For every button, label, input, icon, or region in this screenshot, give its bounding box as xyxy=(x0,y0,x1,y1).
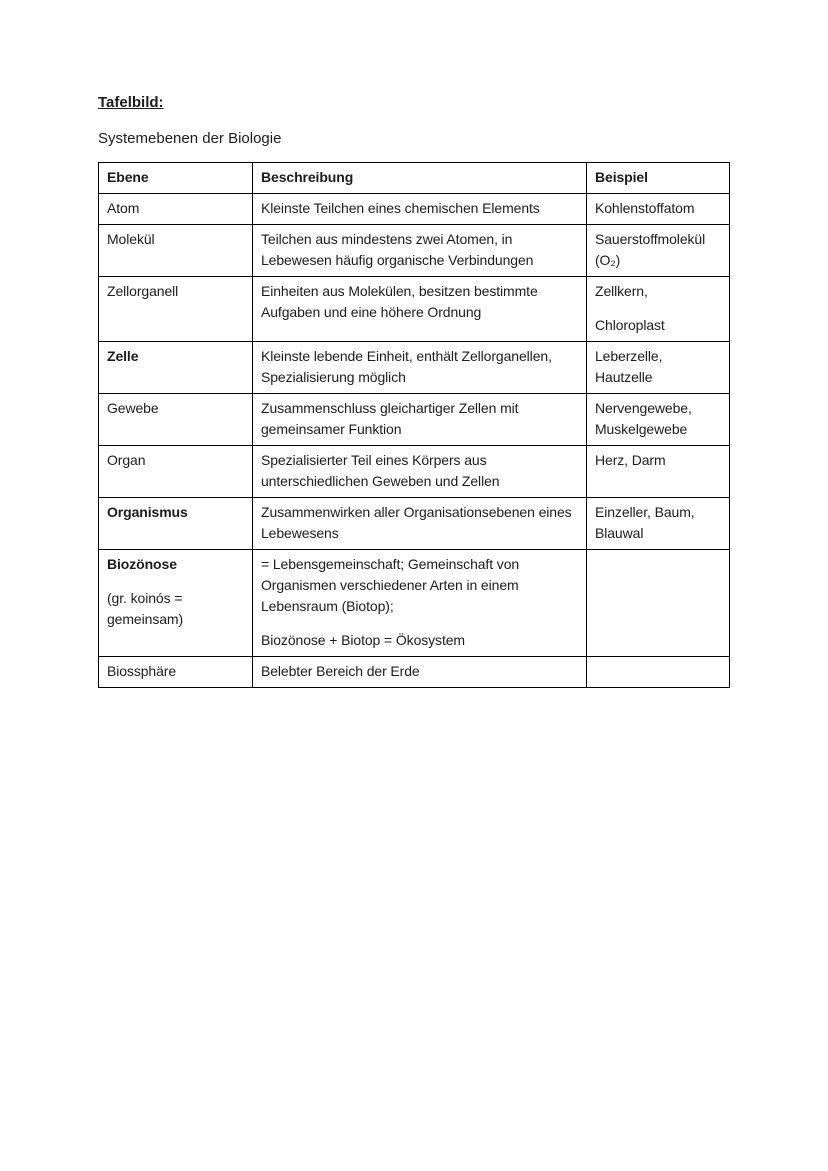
line: unterschiedlichen Geweben und Zellen xyxy=(261,473,500,489)
line: Sauerstoffmolekül xyxy=(595,231,706,247)
header-beispiel: Beispiel xyxy=(587,163,730,194)
line: Zelle xyxy=(107,348,139,364)
line: Organismus xyxy=(107,504,188,520)
table-row-gewebe xyxy=(99,394,730,446)
line: Aufgaben und eine höhere Ordnung xyxy=(261,304,482,320)
cell-beispiel xyxy=(587,342,730,394)
table-body xyxy=(99,194,730,688)
line: Zusammenwirken aller Organisationsebenen eines xyxy=(261,504,572,520)
page-subtitle: Systemebenen der Biologie xyxy=(98,130,282,147)
table-row-biozoenose xyxy=(99,550,730,657)
line: Organismen verschiedener Arten in einem xyxy=(261,577,519,593)
cell-ebene xyxy=(99,277,253,342)
table-row-molekuel xyxy=(99,225,730,277)
line: Hautzelle xyxy=(595,369,653,385)
line: Gewebe xyxy=(107,400,159,416)
table-row-atom xyxy=(99,194,730,225)
table-row-organismus xyxy=(99,498,730,550)
header-row xyxy=(99,163,730,194)
line: Organ xyxy=(107,452,146,468)
cell-beschreibung xyxy=(253,446,587,498)
cell-beispiel xyxy=(587,498,730,550)
line: Einheiten aus Molekülen, besitzen bestimmte xyxy=(261,283,538,299)
cell-ebene xyxy=(99,498,253,550)
line: = Lebensgemeinschaft; Gemeinschaft von xyxy=(261,556,520,572)
line: Muskelgewebe xyxy=(595,421,688,437)
cell-beschreibung xyxy=(253,194,587,225)
cell-beispiel xyxy=(587,657,730,688)
table-header xyxy=(99,163,730,194)
cell-ebene xyxy=(99,194,253,225)
table-row-organ xyxy=(99,446,730,498)
line: Spezialisierung möglich xyxy=(261,369,406,385)
cell-ebene xyxy=(99,342,253,394)
table-row-biossphaere xyxy=(99,657,730,688)
line: Nervengewebe, xyxy=(595,400,692,416)
cell-beispiel xyxy=(587,225,730,277)
cell-ebene xyxy=(99,394,253,446)
line: Spezialisierter Teil eines Körpers aus xyxy=(261,452,487,468)
line: Biozönose xyxy=(107,556,177,572)
page-title: Tafelbild: xyxy=(98,94,164,111)
cell-beschreibung xyxy=(253,277,587,342)
line: Herz, Darm xyxy=(595,452,666,468)
line: (gr. koinós = xyxy=(107,590,183,606)
line: Molekül xyxy=(107,231,155,247)
line: Lebewesen häufig organische Verbindungen xyxy=(261,252,534,268)
line: Kohlenstoffatom xyxy=(595,200,695,216)
header-beschreibung: Beschreibung xyxy=(253,163,587,194)
header-ebene: Ebene xyxy=(99,163,253,194)
line: Blauwal xyxy=(595,525,644,541)
line: (O₂) xyxy=(595,252,621,268)
cell-ebene xyxy=(99,446,253,498)
cell-beispiel xyxy=(587,194,730,225)
line: Zellorganell xyxy=(107,283,179,299)
cell-ebene xyxy=(99,225,253,277)
cell-beispiel xyxy=(587,394,730,446)
line: Belebter Bereich der Erde xyxy=(261,663,420,679)
cell-beschreibung xyxy=(253,342,587,394)
line: Kleinste Teilchen eines chemischen Elements xyxy=(261,200,540,216)
line: Lebensraum (Biotop); xyxy=(261,598,394,614)
table-row-zelle xyxy=(99,342,730,394)
cell-beschreibung xyxy=(253,550,587,657)
line: Zusammenschluss gleichartiger Zellen mit xyxy=(261,400,519,416)
line: Chloroplast xyxy=(595,317,665,333)
line: gemeinsamer Funktion xyxy=(261,421,402,437)
cell-beispiel xyxy=(587,550,730,657)
cell-beschreibung xyxy=(253,498,587,550)
line: Kleinste lebende Einheit, enthält Zellorganellen, xyxy=(261,348,552,364)
cell-beispiel xyxy=(587,446,730,498)
line: Leberzelle, xyxy=(595,348,663,364)
line: Atom xyxy=(107,200,140,216)
line: Lebewesens xyxy=(261,525,339,541)
line: Zellkern, xyxy=(595,283,648,299)
table-row-zellorganell xyxy=(99,277,730,342)
cell-beschreibung xyxy=(253,394,587,446)
cell-ebene xyxy=(99,657,253,688)
cell-beschreibung xyxy=(253,657,587,688)
cell-beschreibung xyxy=(253,225,587,277)
cell-ebene xyxy=(99,550,253,657)
line: Teilchen aus mindestens zwei Atomen, in xyxy=(261,231,513,247)
line: gemeinsam) xyxy=(107,611,184,627)
line: Biozönose + Biotop = Ökosystem xyxy=(261,632,465,648)
cell-beispiel xyxy=(587,277,730,342)
systemebenen-table xyxy=(98,162,730,688)
line: Biossphäre xyxy=(107,663,177,679)
line: Einzeller, Baum, xyxy=(595,504,695,520)
